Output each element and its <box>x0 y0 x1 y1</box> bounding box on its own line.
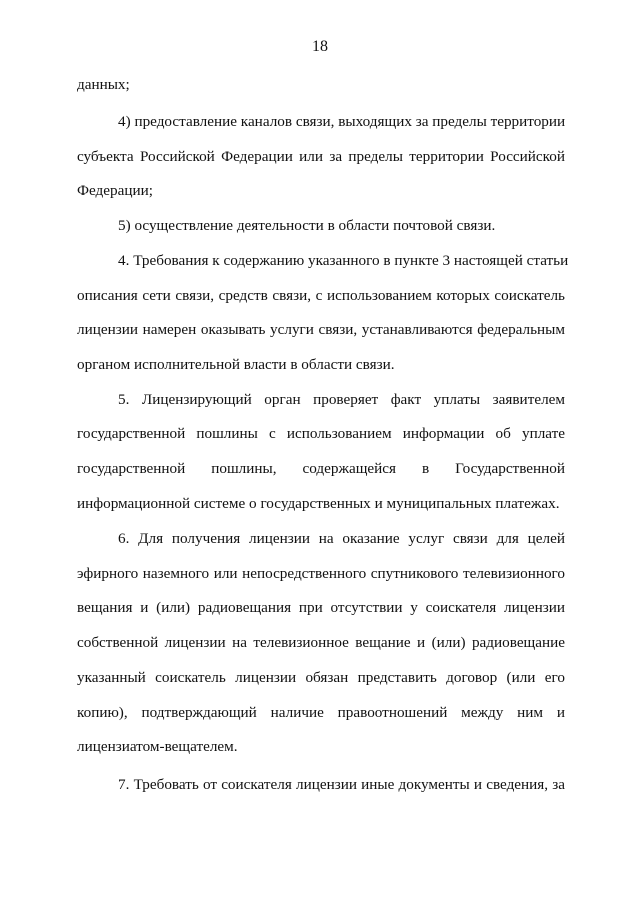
text-line: указанный соискатель лицензии обязан представить договор (или его <box>77 669 565 686</box>
text-line: эфирного наземного или непосредственного спутникового телевизионного <box>77 565 565 582</box>
text-line: собственной лицензии на телевизионное вещание и (или) радиовещание <box>77 634 565 651</box>
text-line: лицензиатом-вещателем. <box>77 738 238 755</box>
text-line: данных; <box>77 76 130 93</box>
text-line: субъекта Российской Федерации или за пределы территории Российской <box>77 148 565 165</box>
text-line: 4) предоставление каналов связи, выходящих за пределы территории <box>118 113 566 130</box>
text-line: копию), подтверждающий наличие правоотношений между ним и <box>77 704 565 721</box>
text-line: 5. Лицензирующий орган проверяет факт уплаты заявителем <box>118 391 565 408</box>
text-line: 6. Для получения лицензии на оказание услуг связи для целей <box>118 530 565 547</box>
page-number: 18 <box>312 38 328 55</box>
text-line: 5) осуществление деятельности в области почтовой связи. <box>118 217 496 234</box>
text-line: 4. Требования к содержанию указанного в пункте 3 настоящей статьи <box>118 252 569 269</box>
text-line: информационной системе о государственных и муниципальных платежах. <box>77 495 560 512</box>
text-line: 7. Требовать от соискателя лицензии иные документы и сведения, за <box>118 776 565 793</box>
text-line: государственной пошлины с использованием информации об уплате <box>77 425 565 442</box>
text-line: описания сети связи, средств связи, с использованием которых соискатель <box>77 287 565 304</box>
text-line: вещания и (или) радиовещания при отсутствии у соискателя лицензии <box>77 599 565 616</box>
text-line: государственной пошлины, содержащейся в Государственной <box>77 460 565 477</box>
text-line: органом исполнительной власти в области связи. <box>77 356 395 373</box>
text-line: лицензии намерен оказывать услуги связи, устанавливаются федеральным <box>77 321 565 338</box>
text-line: Федерации; <box>77 182 153 199</box>
